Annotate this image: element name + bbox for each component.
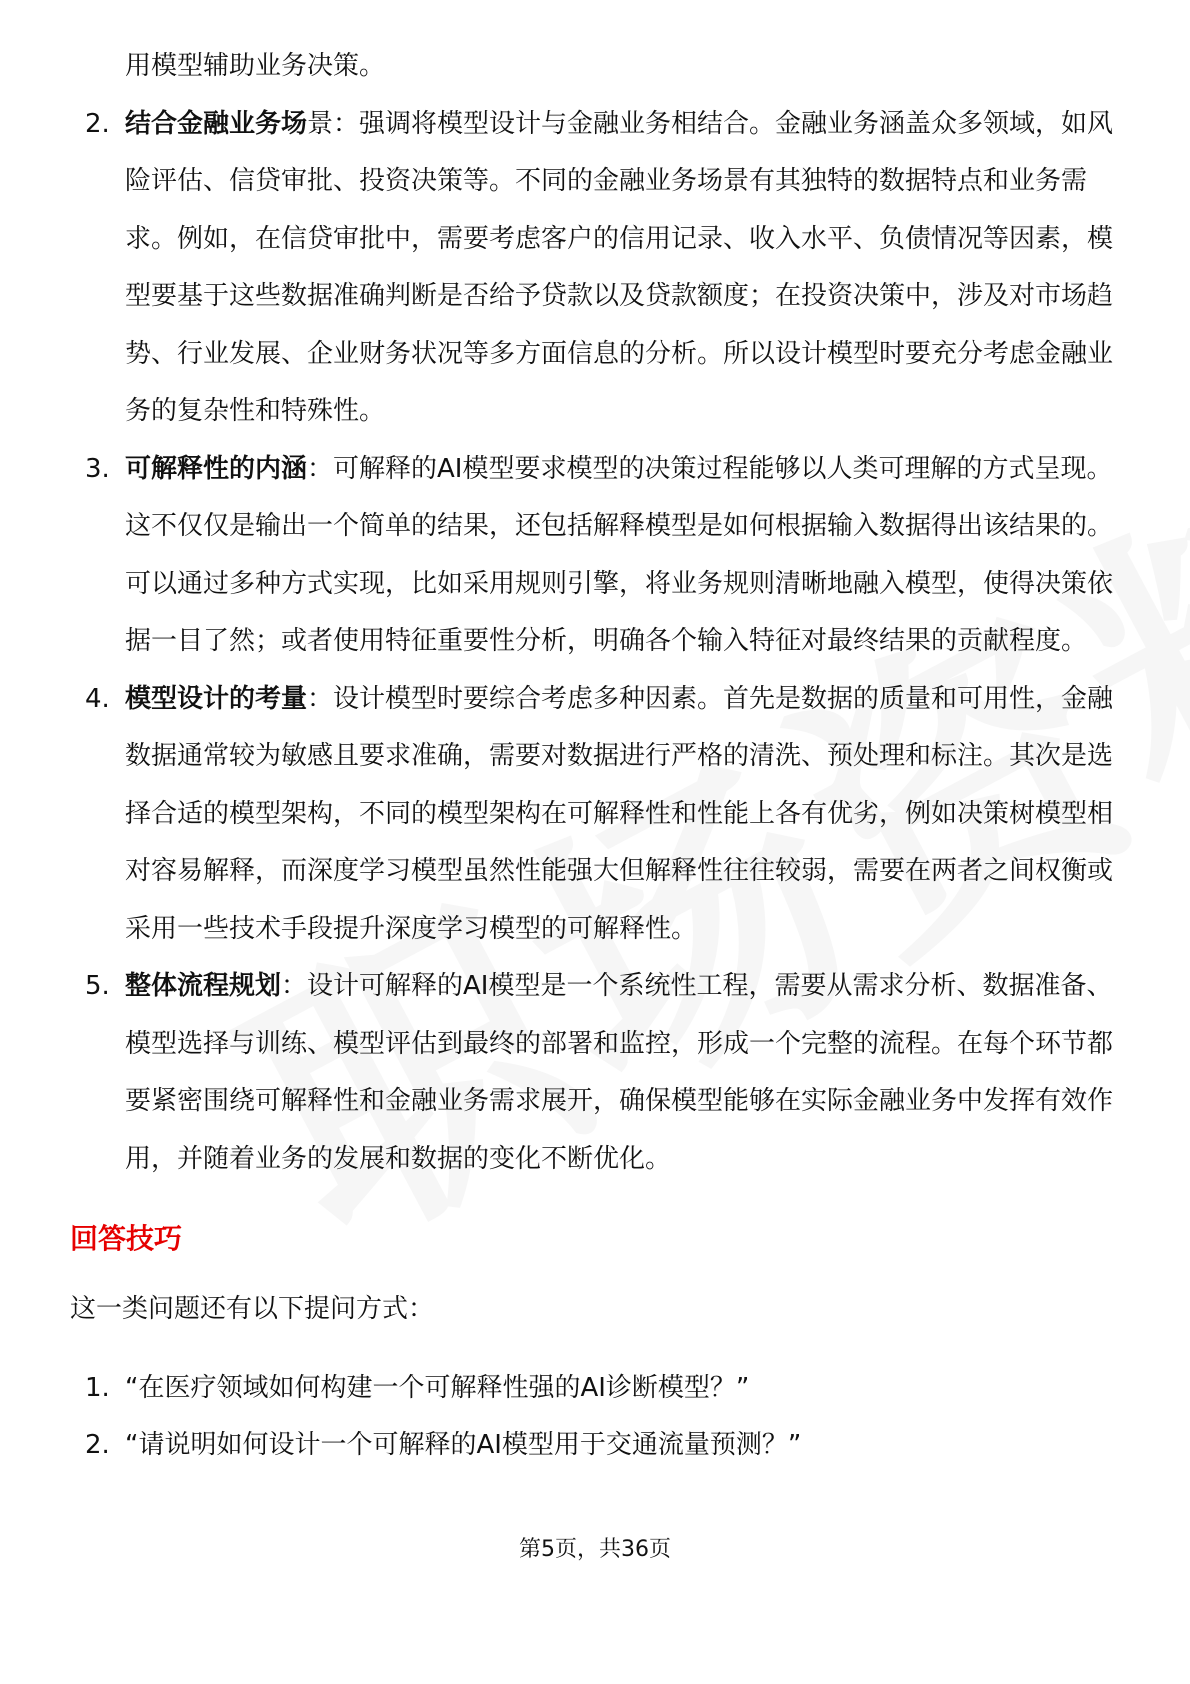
list-number: 2.: [85, 108, 110, 139]
item-heading-tail: 景: [307, 108, 334, 139]
item-heading: 结合金融业务场: [125, 108, 308, 139]
list-number: 4.: [85, 683, 110, 714]
list-item: [70, 671, 1120, 959]
main-list: [70, 96, 1120, 1189]
question-item: [70, 1417, 1120, 1474]
question-item: [70, 1360, 1120, 1417]
item-text: ：可解释的AI模型要求模型的决策过程能够以人类可理解的方式呈现。这不仅仅是输出一个简单的结果，还包括解释模型是如何根据输入数据得出该结果的。可以通过多种方式实现，比如采用规则引擎，将业务规则清晰地融入模型，使得决策依据一目了然；或者使用特征重要性分析，明确各个输入特征对最终结果的贡献程度。: [125, 453, 1114, 656]
lead-line: 用模型辅助业务决策。: [125, 51, 386, 81]
list-number: 3.: [85, 453, 110, 484]
item-heading: 模型设计的考量: [125, 683, 308, 714]
section-title: 回答技巧: [70, 1222, 183, 1255]
question-number: 2.: [85, 1430, 110, 1460]
question-list: [70, 1360, 1120, 1474]
item-text: ：设计模型时要综合考虑多种因素。首先是数据的质量和可用性，金融数据通常较为敏感且要求准确，需要对数据进行严格的清洗、预处理和标注。其次是选择合适的模型架构，不同的模型架构在可解释性和性能上各有优劣，例如决策树模型相对容易解释，而深度学习模型虽然性能强大但解释性往往较弱，需要在两者之间权衡或采用一些技术手段提升深度学习模型的可解释性。: [125, 683, 1114, 944]
item-text: ：强调将模型设计与金融业务相结合。金融业务涵盖众多领域，如风险评估、信贷审批、投资决策等。不同的金融业务场景有其独特的数据特点和业务需求。例如，在信贷审批中，需要考虑客户的信用记录、收入水平、负债情况等因素，模型要基于这些数据准确判断是否给予贷款以及贷款额度；在投资决策中，涉及对市场趋势、行业发展、企业财务状况等多方面信息的分析。所以设计模型时要充分考虑金融业务的复杂性和特殊性。: [125, 108, 1114, 426]
item-text: ：设计可解释的AI模型是一个系统性工程，需要从需求分析、数据准备、模型选择与训练、模型评估到最终的部署和监控，形成一个完整的流程。在每个环节都要紧密围绕可解释性和金融业务需求展开，确保模型能够在实际金融业务中发挥有效作用，并随着业务的发展和数据的变化不断优化。: [125, 971, 1114, 1174]
item-heading: 整体流程规划: [125, 971, 282, 1001]
page-footer: 第5页，共36页: [519, 1537, 671, 1562]
list-item: [70, 96, 1120, 441]
list-number: 5.: [85, 971, 110, 1001]
intro-text: 这一类问题还有以下提问方式：: [70, 1294, 435, 1324]
content-area: [70, 38, 1120, 1474]
question-number: 1.: [85, 1373, 110, 1403]
question-text: “在医疗领域如何构建一个可解释性强的AI诊断模型？”: [125, 1373, 750, 1403]
question-text: “请说明如何设计一个可解释的AI模型用于交通流量预测？”: [125, 1430, 802, 1460]
item-heading: 可解释性的内涵: [125, 453, 308, 484]
list-item: [70, 958, 1120, 1188]
list-item: [70, 441, 1120, 671]
